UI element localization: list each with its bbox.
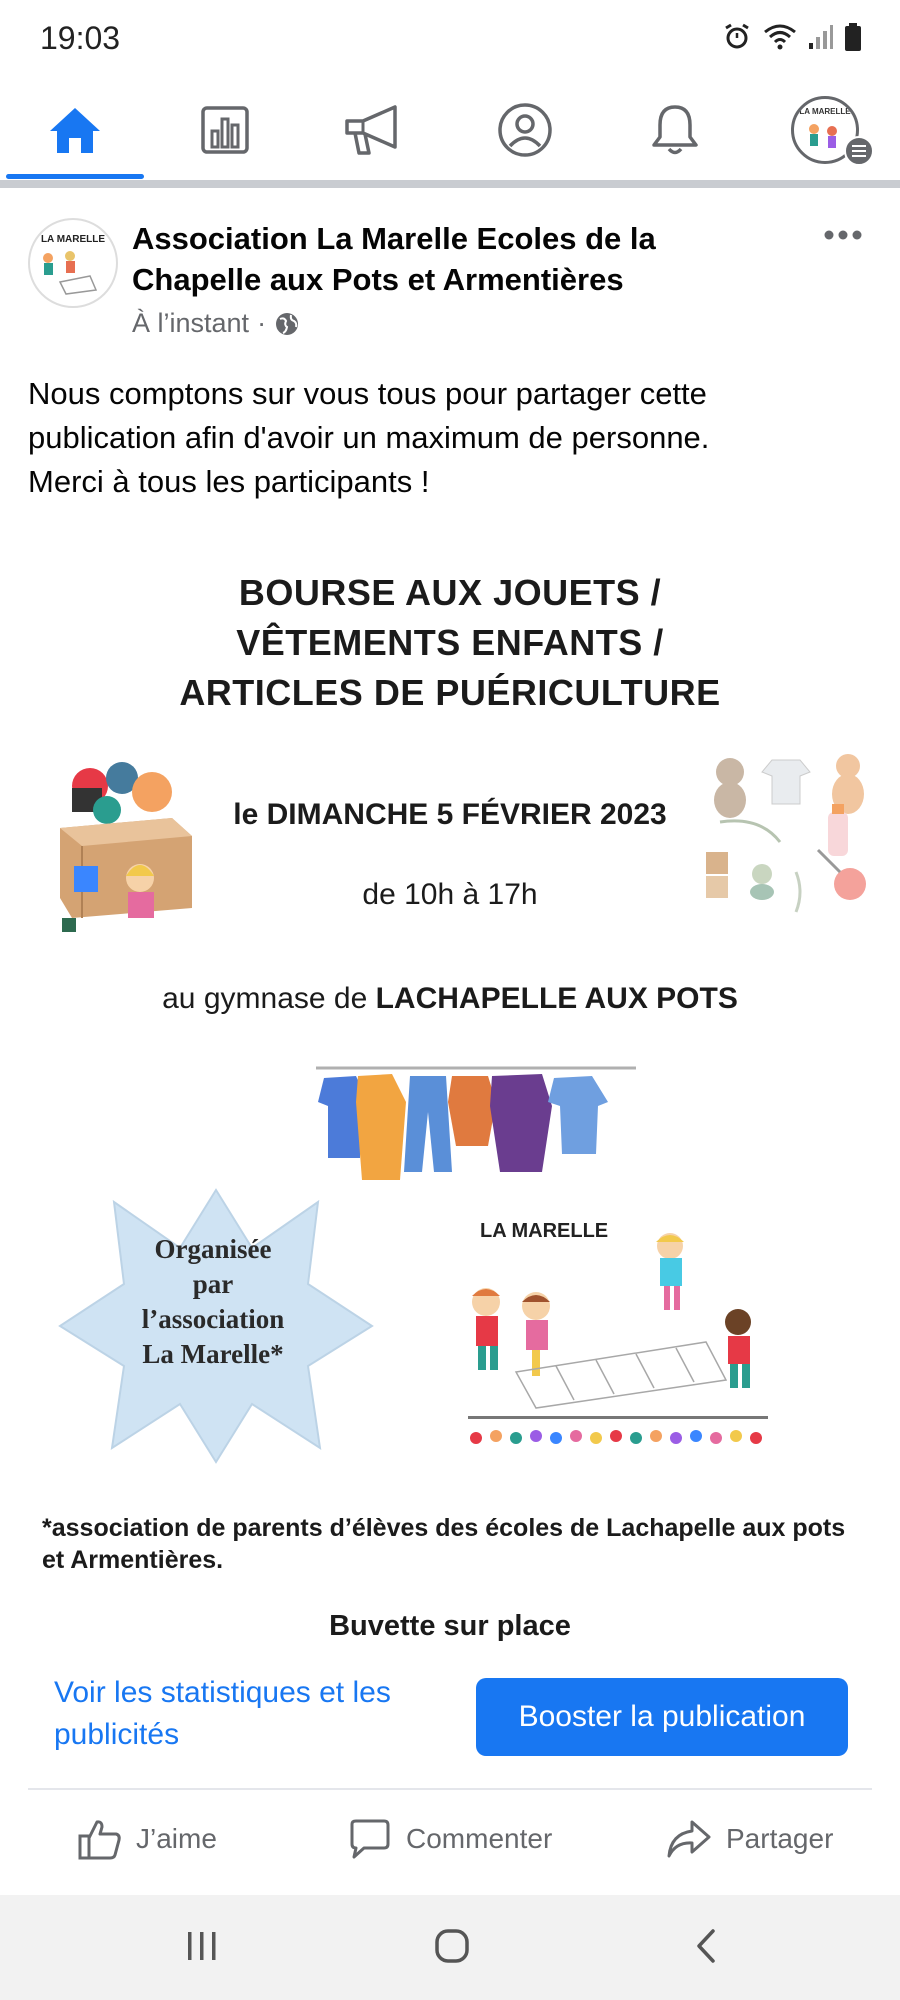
- page-avatar[interactable]: [28, 218, 118, 308]
- tab-dashboard[interactable]: [150, 80, 300, 180]
- boost-post-button[interactable]: Booster la publication: [476, 1678, 848, 1756]
- avatar-text: LA MARELLE: [40, 234, 106, 245]
- megaphone-icon: [343, 103, 407, 157]
- la-marelle-logo-illustration: [456, 1212, 776, 1452]
- like-label: J’aime: [136, 1823, 217, 1854]
- poster-title: [0, 568, 900, 718]
- baby-items-illustration: [700, 742, 880, 922]
- menu-badge-icon: [844, 136, 874, 166]
- post-meta: [132, 308, 300, 339]
- active-tab-indicator: [6, 174, 144, 179]
- clothes-illustration: [316, 1062, 636, 1192]
- organizer-text: [108, 1232, 318, 1372]
- poster-footnote: *association de parents d’élèves des écoles de Lachapelle aux pots et Armentières.: [42, 1514, 846, 1574]
- meta-separator: ·: [257, 308, 267, 338]
- bell-icon: [650, 103, 700, 157]
- tab-profile[interactable]: [450, 80, 600, 180]
- organizer-line: par: [192, 1269, 234, 1299]
- tab-menu[interactable]: [750, 80, 900, 180]
- chart-icon: [200, 105, 250, 155]
- page-name[interactable]: Association La Marelle Ecoles de la Chapelle aux Pots et Armentières: [132, 221, 656, 297]
- battery-icon: [844, 22, 862, 52]
- back-chevron-icon: [693, 1928, 719, 1964]
- la-marelle-logo-title: LA MARELLE: [480, 1220, 609, 1242]
- tab-notifications[interactable]: [600, 80, 750, 180]
- organizer-line: Organisée: [154, 1234, 272, 1264]
- post-text-line: publication afin d'avoir un maximum de personne.: [28, 420, 710, 455]
- home-icon: [47, 105, 103, 155]
- more-options-button[interactable]: [818, 220, 868, 250]
- more-dots-icon: [823, 229, 863, 241]
- system-navigation-bar: [0, 1895, 900, 2000]
- menu-avatar-text: LA MARELLE: [799, 107, 851, 116]
- view-insights-link[interactable]: Voir les statistiques et les publicités: [54, 1676, 391, 1751]
- post-timestamp[interactable]: À l’instant: [132, 308, 250, 338]
- post-image[interactable]: [0, 540, 900, 1640]
- person-icon: [497, 102, 553, 158]
- poster-location: [0, 982, 900, 1016]
- comment-button[interactable]: [348, 1800, 552, 1878]
- home-circle-icon: [434, 1928, 470, 1964]
- thumbs-up-icon: [78, 1818, 122, 1860]
- share-button[interactable]: [666, 1800, 833, 1878]
- comment-icon: [348, 1818, 392, 1860]
- post-cta-row: [0, 1660, 900, 1780]
- kids-hopscotch-icon: [30, 220, 116, 306]
- recent-apps-button[interactable]: [172, 1921, 232, 1971]
- like-button[interactable]: [78, 1800, 217, 1878]
- home-button[interactable]: [422, 1921, 482, 1971]
- organizer-line: l’association: [141, 1304, 285, 1334]
- share-label: Partager: [726, 1823, 834, 1854]
- top-navigation-bar: [0, 80, 900, 188]
- globe-icon: [274, 311, 300, 337]
- back-button[interactable]: [676, 1921, 736, 1971]
- post-actions: [0, 1800, 900, 1878]
- status-icons: [722, 22, 862, 52]
- poster-hours: de 10h à 17h: [362, 878, 538, 911]
- poster-title-line: VÊTEMENTS ENFANTS /: [236, 622, 664, 663]
- post-text-line: Merci à tous les participants !: [28, 464, 430, 499]
- poster-title-line: ARTICLES DE PUÉRICULTURE: [179, 672, 721, 713]
- post-text: [28, 372, 878, 504]
- status-bar: [0, 0, 900, 80]
- share-arrow-icon: [666, 1818, 712, 1860]
- location-place: LACHAPELLE AUX POTS: [375, 982, 738, 1015]
- poster-date: le DIMANCHE 5 FÉVRIER 2023: [233, 798, 667, 831]
- alarm-icon: [722, 22, 752, 52]
- post-text-line: Nous comptons sur vous tous pour partager cette: [28, 376, 707, 411]
- location-prefix: au gymnase de: [162, 982, 368, 1015]
- tab-promotions[interactable]: [300, 80, 450, 180]
- wifi-icon: [762, 22, 798, 52]
- comment-label: Commenter: [406, 1823, 553, 1854]
- signal-icon: [808, 23, 834, 51]
- organizer-line: La Marelle*: [142, 1339, 284, 1369]
- post-header: [0, 200, 900, 350]
- poster-buvette: Buvette sur place: [329, 1610, 571, 1642]
- recent-apps-icon: [185, 1930, 219, 1962]
- tab-home[interactable]: [0, 80, 150, 180]
- actions-divider: [28, 1788, 872, 1790]
- poster-title-line: BOURSE AUX JOUETS /: [238, 572, 662, 613]
- status-time: 19:03: [40, 20, 121, 56]
